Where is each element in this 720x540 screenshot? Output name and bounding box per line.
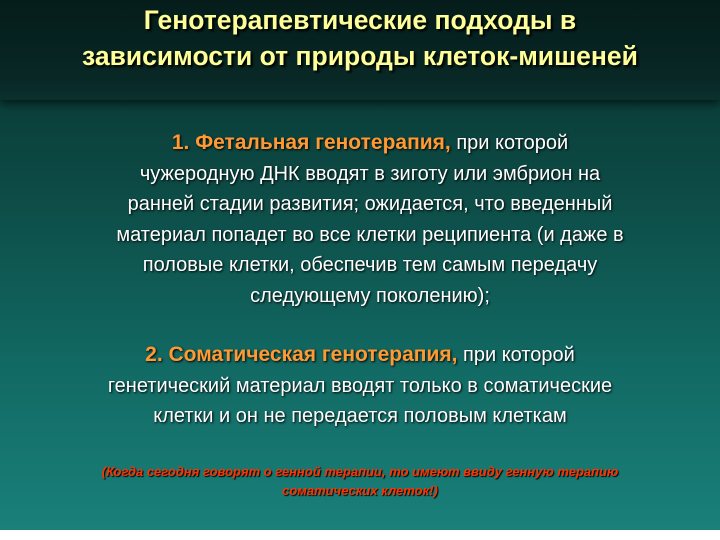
footnote (20, 462, 700, 500)
fetal-paragraph-line-3: ранней стадии развития; ожидается, что введенный (127, 193, 613, 215)
somatic-gene-therapy-paragraph (30, 340, 690, 432)
footnote-line-1: (Когда сегодня говорят о генной терапии, то имеют ввиду генную терапию (101, 464, 619, 479)
somatic-paragraph-line-2: генетический материал вводят только в соматические (107, 374, 613, 397)
somatic-paragraph-text: при которой (457, 344, 575, 366)
fetal-paragraph-line-6: следующему поколению); (250, 284, 490, 307)
fetal-paragraph-line-5: половые клетки, обеспечив тем самым передачу (142, 254, 598, 276)
slide-title-line-2: зависимости от природы клеток-мишеней (82, 41, 638, 71)
fetal-gene-therapy-paragraph (30, 128, 710, 311)
fetal-paragraph-line-4: материал попадет во все клетки реципиента (и даже в (116, 223, 624, 246)
fetal-gene-therapy-heading: 1. Фетальная генотерапия, (171, 131, 451, 154)
fetal-paragraph-line-2: чужеродную ДНК вводят в зиготу или эмбрион на (139, 162, 601, 185)
footnote-line-2: соматических клеток!) (282, 483, 438, 498)
fetal-paragraph-line-1 (30, 128, 710, 159)
somatic-gene-therapy-heading: 2. Соматическая генотерапия, (145, 343, 458, 366)
slide-title (0, 2, 720, 74)
slide-title-line-1: Генотерапевтические подходы в (143, 5, 577, 35)
fetal-paragraph-text: при которой (450, 132, 569, 154)
somatic-paragraph-line-3: клетки и он не передается половым клеткам (153, 405, 567, 427)
somatic-paragraph-line-1 (30, 340, 690, 371)
